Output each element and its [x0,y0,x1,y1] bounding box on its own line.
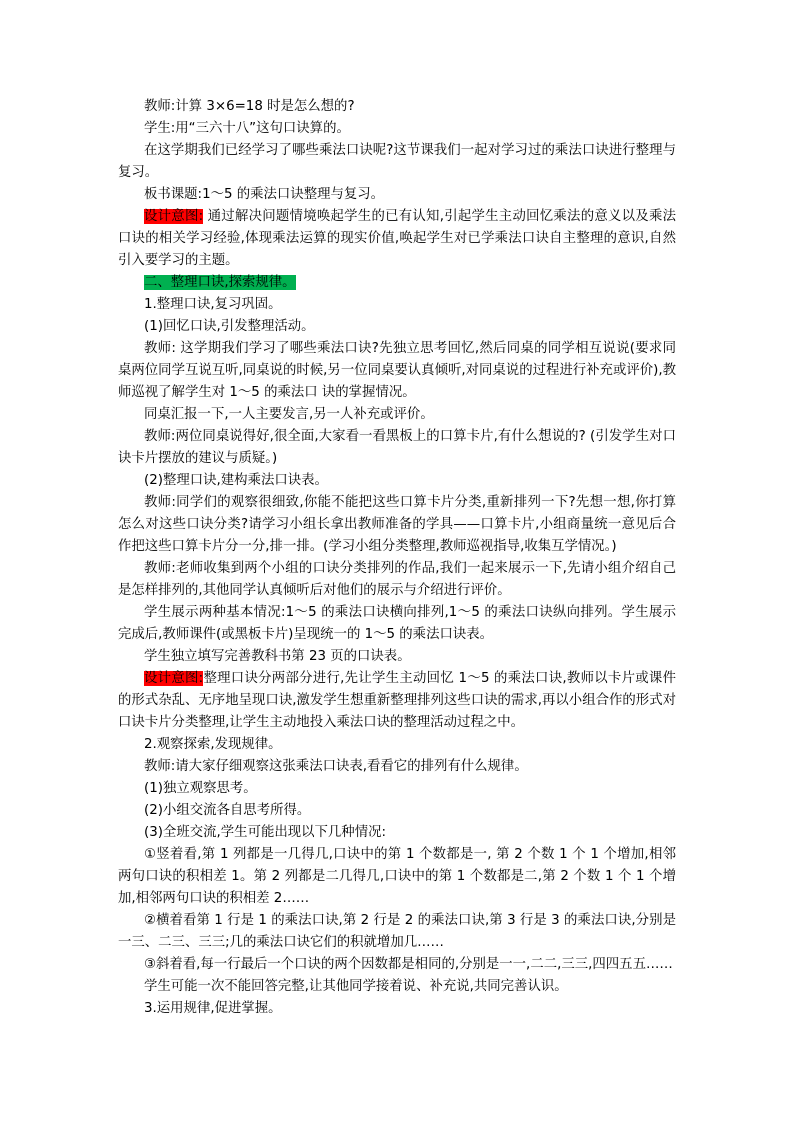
paragraph: 板书课题:1～5 的乘法口诀整理与复习。 [144,187,385,202]
section-heading: 二、整理口诀,探索规律。 [144,275,296,290]
document-page [118,96,676,1020]
design-intent-paragraph [118,668,676,734]
paragraph: (2)小组交流各自思考所得。 [144,803,311,818]
paragraph: 学生独立填写完善教科书第 23 页的口诀表。 [144,649,411,664]
paragraph: 教师:计算 3×6=18 时是怎么想的? [144,99,355,114]
design-intent-text: 整理口诀分两部分进行,先让学生主动回忆 1～5 的乘法口诀,教师以卡片或课件的形式杂乱、无序地呈现口诀,激发学生想重新整理排列这些口诀的需求,再以小组合作的形式对口诀卡片分类整理,让学生主动地投入乘法口诀的整理活动过程之中。 [118,671,676,730]
section-heading-paragraph [118,272,676,294]
paragraph: (1)回忆口诀,引发整理活动。 [144,319,315,334]
design-intent-paragraph [118,206,676,272]
paragraph: 教师: 这学期我们学习了哪些乘法口诀?先独立思考回忆,然后同桌的同学相互说说(要求同桌两位同学互说互听,同桌说的时候,另一位同桌要认真倾听,对同桌说的过程进行补充或评价),教师巡视了解学生对 1～5 的乘法口 诀的掌握情况。 [118,341,676,400]
paragraph: (3)全班交流,学生可能出现以下几种情况: [144,825,386,840]
paragraph: 1.整理口诀,复习巩固。 [144,297,282,312]
paragraph: ②横着看第 1 行是 1 的乘法口诀,第 2 行是 2 的乘法口诀,第 3 行是 3 的乘法口诀,分别是一三、二三、三三;几的乘法口诀它们的积就增加几…… [118,913,676,950]
paragraph: 教师:同学们的观察很细致,你能不能把这些口算卡片分类,重新排列一下?先想一想,你打算怎么对这些口诀分类?请学习小组长拿出教师准备的学具——口算卡片,小组商量统一意见后合作把这些口算卡片分一分,排一排。(学习小组分类整理,教师巡视指导,收集互学情况。) [118,495,676,554]
paragraph: ③斜着看,每一行最后一个口诀的两个因数都是相同的,分别是一一,二二,三三,四四五五…… [144,957,673,972]
paragraph: 教师:老师收集到两个小组的口诀分类排列的作品,我们一起来展示一下,先请小组介绍自己是怎样排列的,其他同学认真倾听后对他们的展示与介绍进行评价。 [118,561,676,598]
paragraph: 学生可能一次不能回答完整,让其他同学接着说、补充说,共同完善认识。 [144,979,568,994]
design-intent-text: 通过解决问题情境唤起学生的已有认知,引起学生主动回忆乘法的意义以及乘法口诀的相关学习经验,体现乘法运算的现实价值,唤起学生对已学乘法口诀自主整理的意识,自然引入要学习的主题。 [118,209,677,268]
paragraph: (2)整理口诀,建构乘法口诀表。 [144,473,328,488]
design-intent-label: 设计意图: [144,671,204,686]
paragraph: 在这学期我们已经学习了哪些乘法口诀呢?这节课我们一起对学习过的乘法口诀进行整理与复习。 [118,143,676,180]
paragraph: 3.运用规律,促进掌握。 [144,1001,282,1016]
design-intent-label: 设计意图: [144,209,204,224]
paragraph: 学生展示两种基本情况:1～5 的乘法口诀横向排列,1～5 的乘法口诀纵向排列。学生展示完成后,教师课件(或黑板卡片)呈现统一的 1～5 的乘法口诀表。 [118,605,676,642]
paragraph: (1)独立观察思考。 [144,781,257,796]
paragraph: 教师:两位同桌说得好,很全面,大家看一看黑板上的口算卡片,有什么想说的? (引发学生对口诀卡片摆放的建议与质疑。) [118,429,676,466]
paragraph: ①竖着看,第 1 列都是一几得几,口诀中的第 1 个数都是一, 第 2 个数 1 个 1 个增加,相邻两句口诀的积相差 1。第 2 列都是二几得几,口诀中的第 1 个数都是二,第 2 个数 1 个 1 个增加,相邻两句口诀的积相差 2…… [118,847,676,906]
paragraph: 2.观察探索,发现规律。 [144,737,282,752]
paragraph: 教师:请大家仔细观察这张乘法口诀表,看看它的排列有什么规律。 [144,759,528,774]
paragraph: 学生:用“三六十八”这句口诀算的。 [144,121,350,136]
paragraph: 同桌汇报一下,一人主要发言,另一人补充或评价。 [144,407,434,422]
